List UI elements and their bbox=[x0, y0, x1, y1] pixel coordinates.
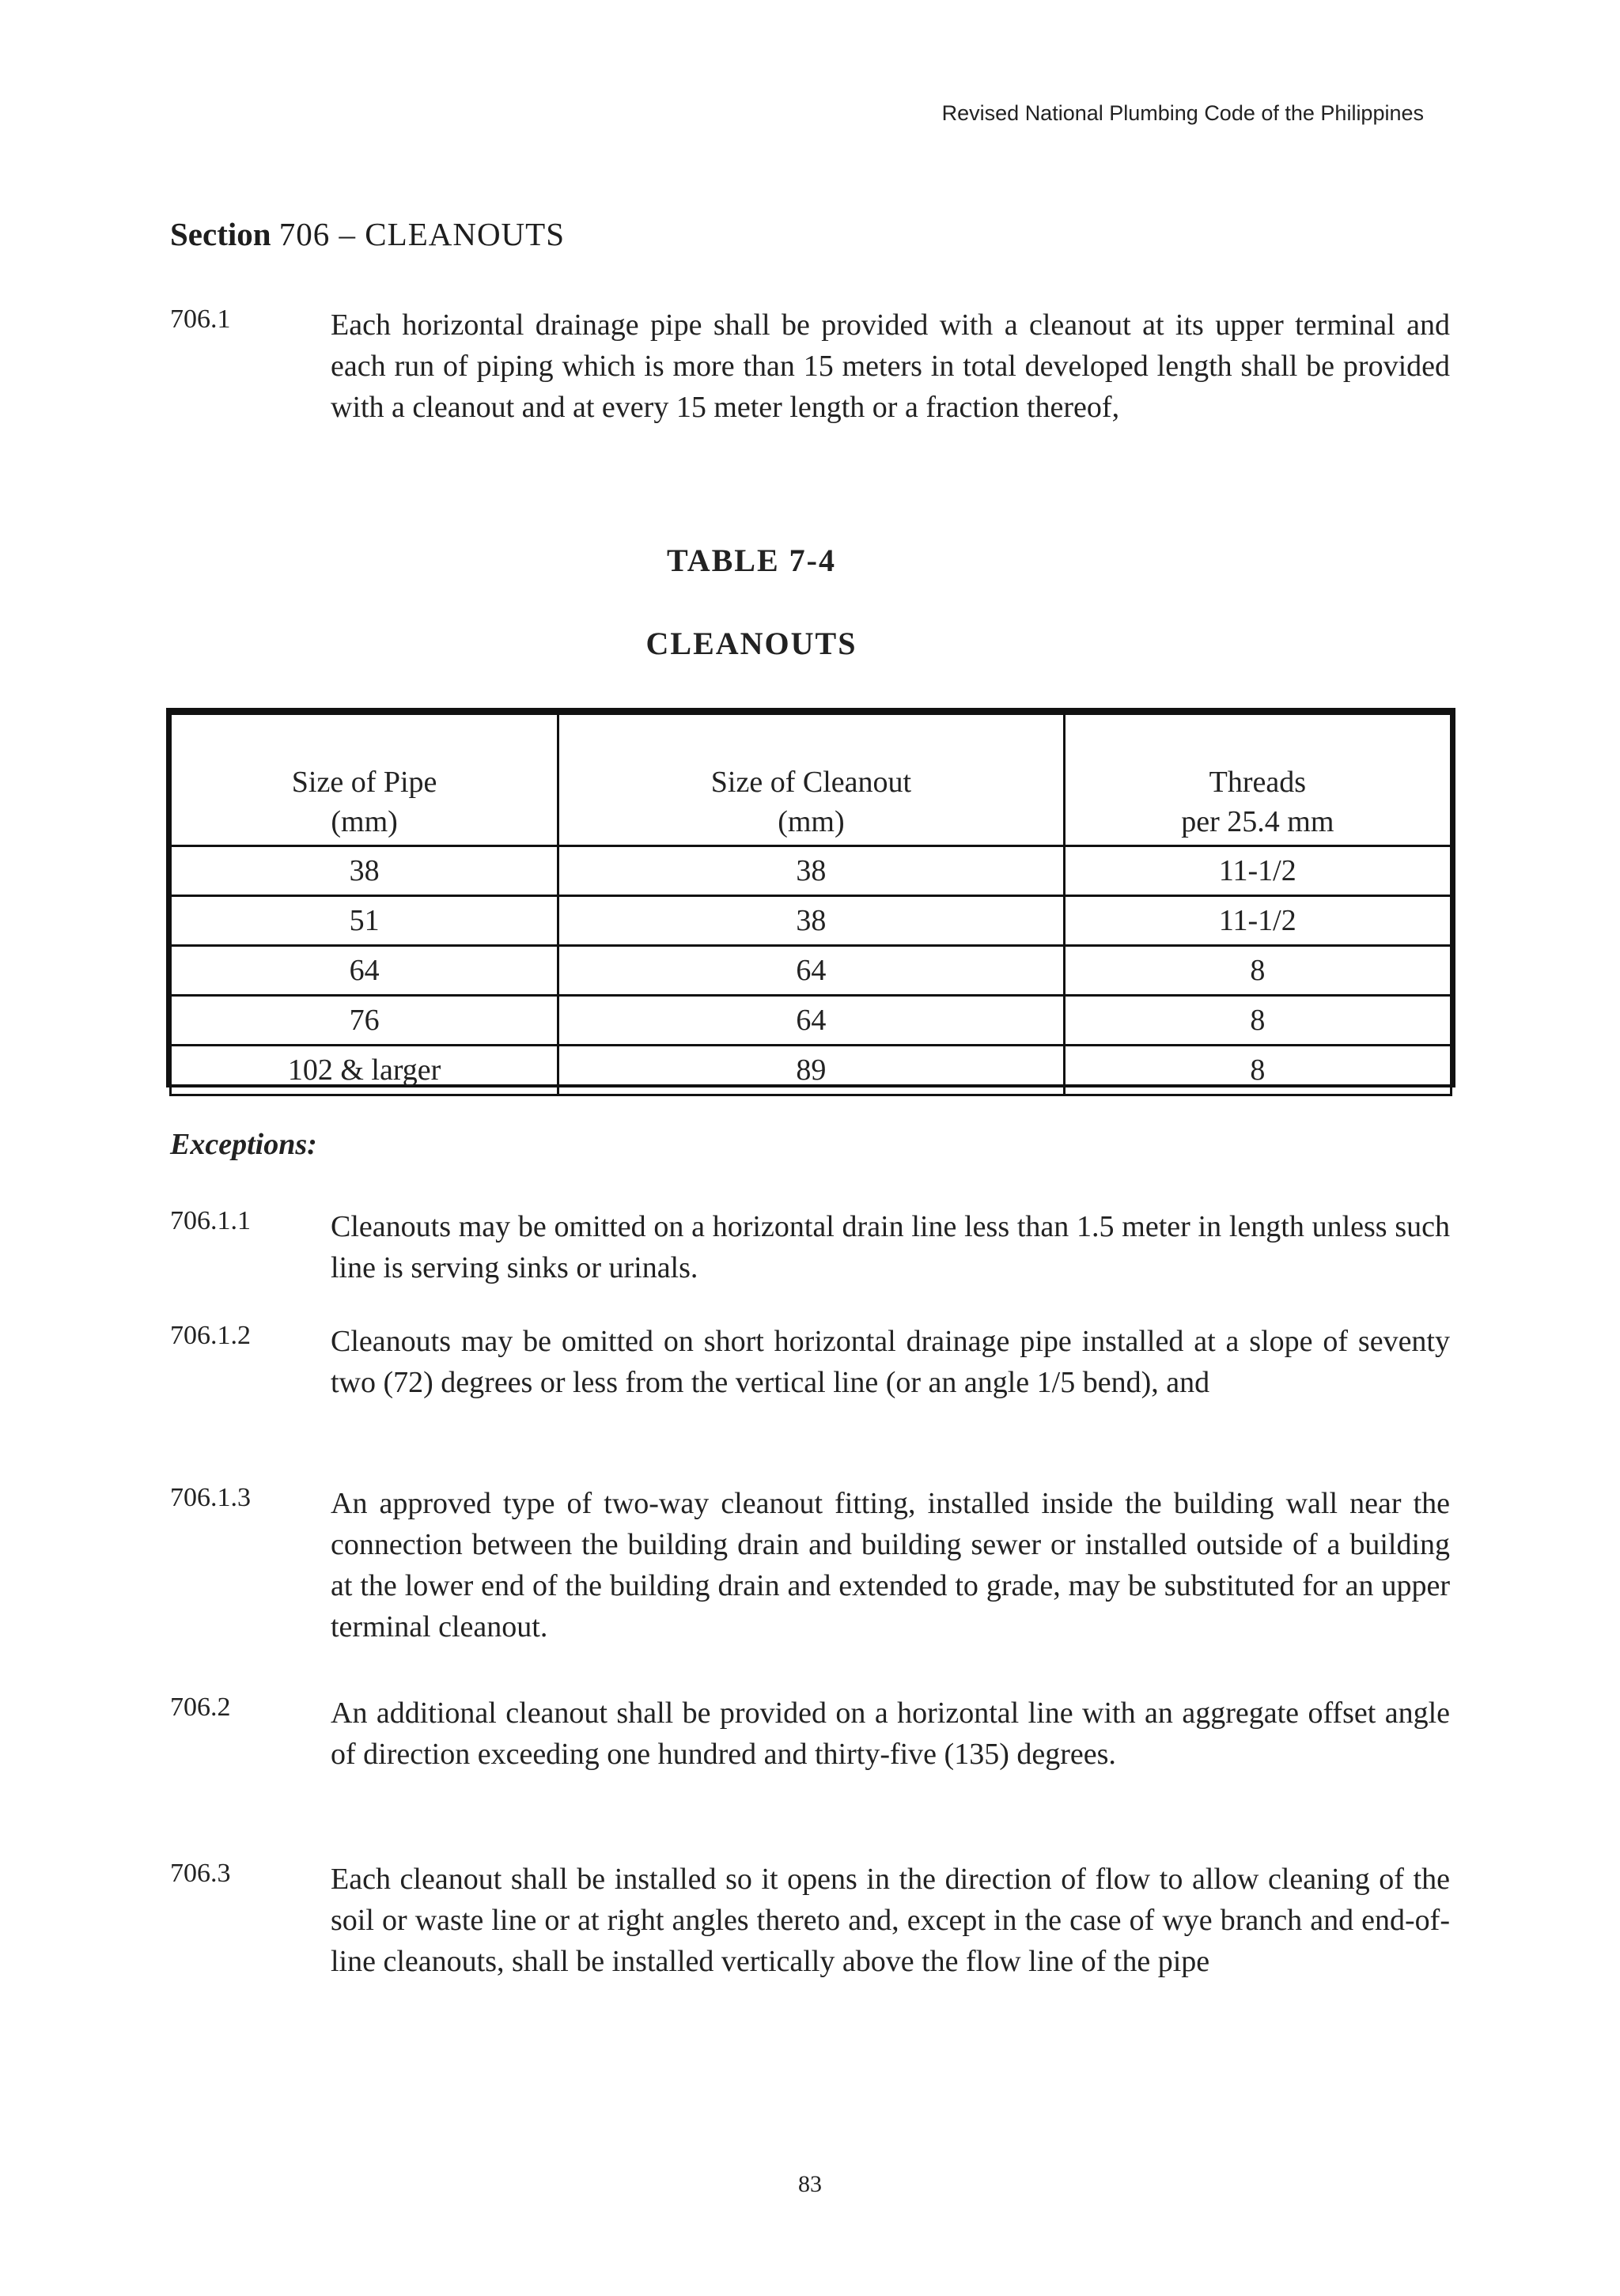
header-threads: Threads per 25.4 mm bbox=[1064, 714, 1451, 846]
paragraph-number: 706.1.2 bbox=[170, 1321, 251, 1350]
paragraph-text: An additional cleanout shall be provided on a horizontal line with an aggregate offset angle of direction exceeding one hundred and thirty-five (135) degrees. bbox=[331, 1696, 1450, 1771]
table-row bbox=[171, 1046, 1452, 1095]
paragraph-text: Each horizontal drainage pipe shall be provided with a cleanout at its upper terminal and each run of piping which is more than 15 meters in total developed length shall be provided with a cleanout and at every 15 meter length or a fraction thereof, bbox=[331, 308, 1450, 424]
table-cell: 8 bbox=[1064, 1046, 1451, 1095]
table-cell: 102 & larger bbox=[171, 1046, 558, 1095]
table-cell: 76 bbox=[171, 996, 558, 1046]
exceptions-label: Exceptions: bbox=[170, 1128, 317, 1161]
table-cell: 8 bbox=[1064, 946, 1451, 996]
cleanouts-table bbox=[166, 708, 1455, 1087]
table-row bbox=[171, 996, 1452, 1046]
section-title: 706 – CLEANOUTS bbox=[278, 216, 566, 252]
running-header: Revised National Plumbing Code of the Philippines bbox=[941, 101, 1424, 125]
table-cell: 64 bbox=[558, 996, 1064, 1046]
table-row bbox=[171, 896, 1452, 946]
table-row bbox=[171, 946, 1452, 996]
paragraph-number: 706.1 bbox=[170, 304, 231, 334]
paragraph-number: 706.3 bbox=[170, 1859, 231, 1888]
paragraph-text: Cleanouts may be omitted on a horizontal drain line less than 1.5 meter in length unless such line is serving sinks or urinals. bbox=[331, 1210, 1450, 1284]
table-cell: 64 bbox=[558, 946, 1064, 996]
header-size-of-pipe: Size of Pipe (mm) bbox=[171, 714, 558, 846]
paragraph-number: 706.1.3 bbox=[170, 1483, 251, 1512]
section-label: Section bbox=[170, 216, 271, 252]
table-cell: 38 bbox=[558, 846, 1064, 896]
page-number: 83 bbox=[798, 2171, 822, 2197]
table-cell: 11-1/2 bbox=[1064, 896, 1451, 946]
paragraph-number: 706.1.1 bbox=[170, 1206, 251, 1235]
table-header-row bbox=[171, 714, 1452, 846]
table-label: TABLE 7-4 bbox=[667, 543, 836, 578]
section-heading bbox=[170, 215, 565, 253]
paragraph-number: 706.2 bbox=[170, 1693, 231, 1722]
paragraph-text: Each cleanout shall be installed so it opens in the direction of flow to allow cleaning of the soil or waste line or at right angles thereto and, except in the case of wye branch and end-of-line cleanouts, shall be installed vertically above the flow line of the pipe bbox=[331, 1863, 1450, 1978]
table-cell: 38 bbox=[558, 896, 1064, 946]
table-cell: 38 bbox=[171, 846, 558, 896]
paragraph-text: Cleanouts may be omitted on short horizontal drainage pipe installed at a slope of seventy two (72) degrees or less from the vertical line (or an angle 1/5 bend), and bbox=[331, 1325, 1450, 1399]
table-cell: 8 bbox=[1064, 996, 1451, 1046]
table-title: CLEANOUTS bbox=[645, 626, 857, 661]
header-size-of-cleanout: Size of Cleanout (mm) bbox=[558, 714, 1064, 846]
table-row bbox=[171, 846, 1452, 896]
table-cell: 64 bbox=[171, 946, 558, 996]
table-cell: 51 bbox=[171, 896, 558, 946]
table-cell: 89 bbox=[558, 1046, 1064, 1095]
paragraph-text: An approved type of two-way cleanout fitting, installed inside the building wall near the connection between the building drain and building sewer or installed outside of a building at the lower end of the building drain and extended to grade, may be substituted for an upper terminal cleanout. bbox=[331, 1487, 1450, 1644]
table-cell: 11-1/2 bbox=[1064, 846, 1451, 896]
